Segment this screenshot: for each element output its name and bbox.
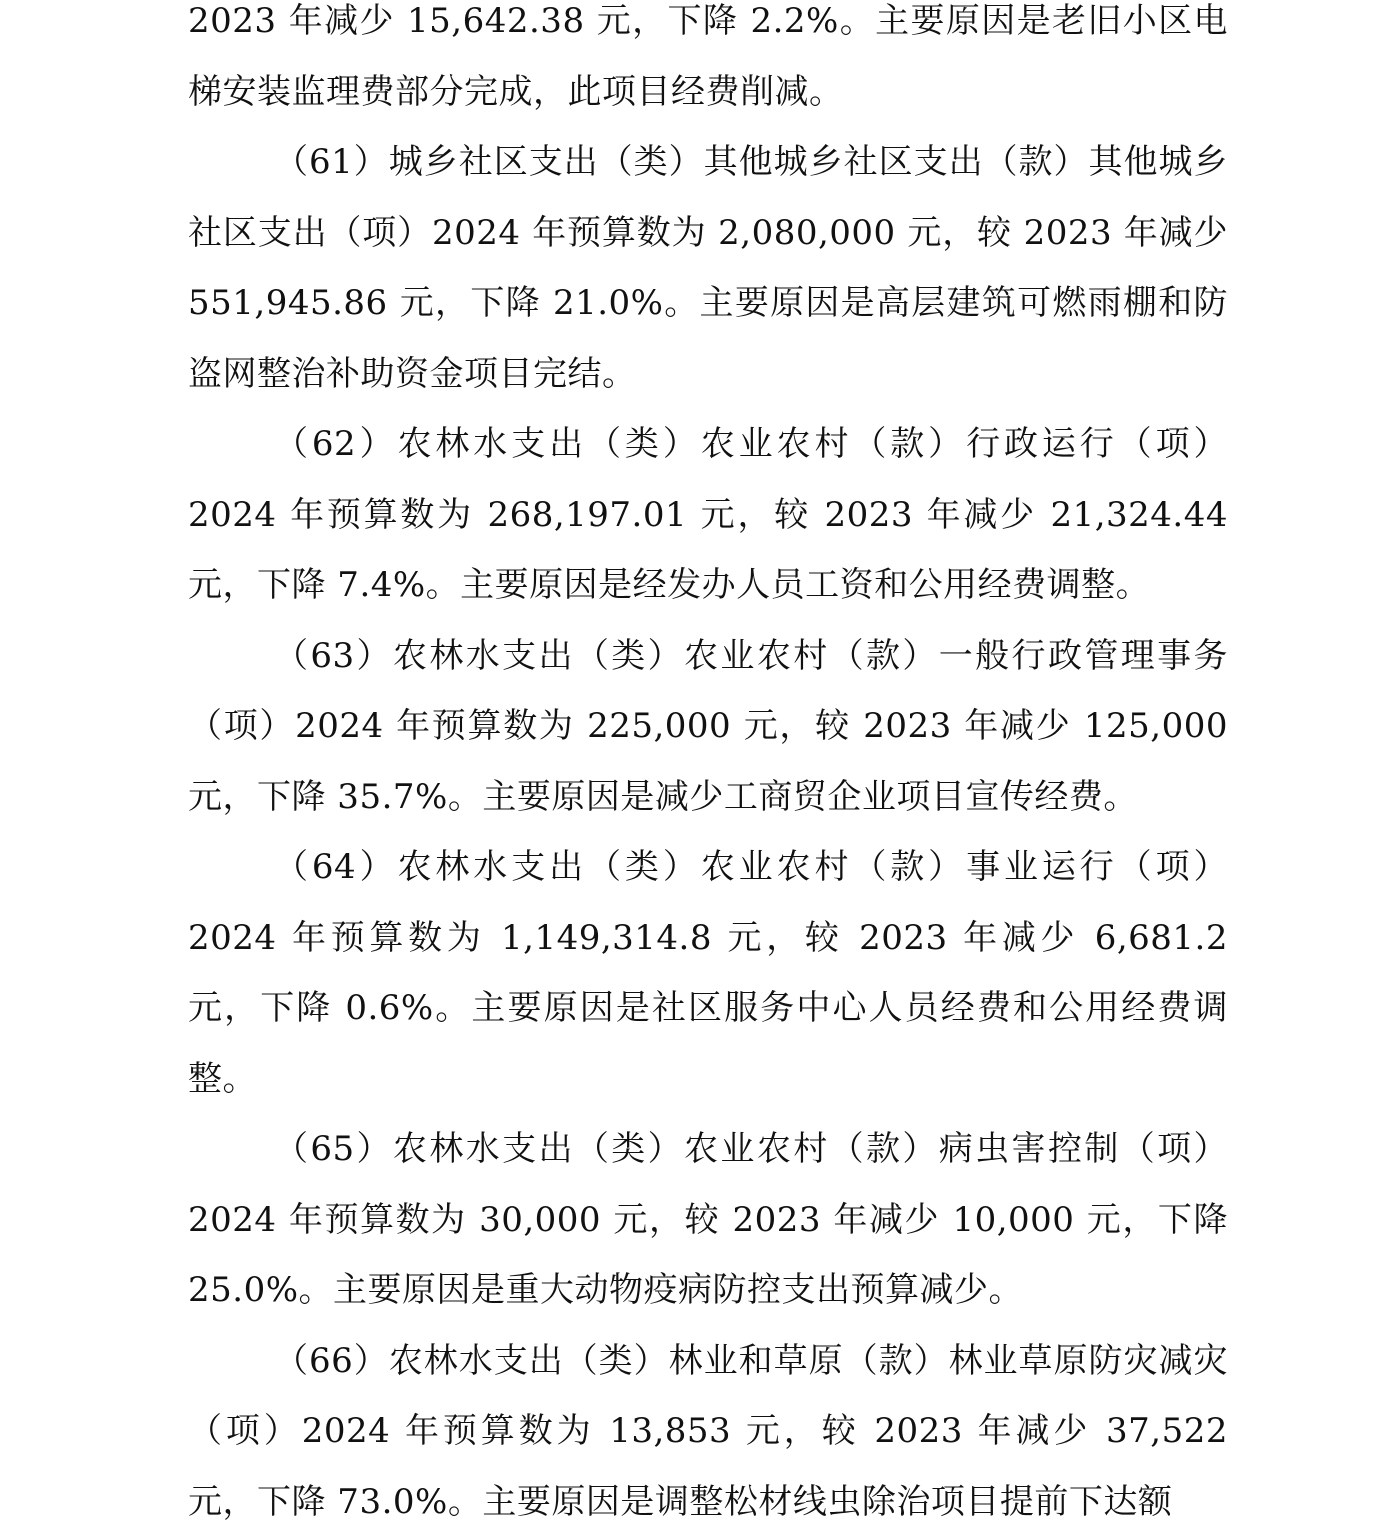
paragraph-60-continued: 2023 年减少 15,642.38 元，下降 2.2%。主要原因是老旧小区电梯安装监理费部分完成，此项目经费削减。: [188, 0, 1228, 127]
document-body: [188, 0, 1228, 1537]
paragraph-64: （64）农林水支出（类）农业农村（款）事业运行（项）2024 年预算数为 1,149,314.8 元，较 2023 年减少 6,681.2 元，下降 0.6%。主要原因是社区服务中心人员经费和公用经费调整。: [188, 832, 1228, 1114]
paragraph-61: （61）城乡社区支出（类）其他城乡社区支出（款）其他城乡社区支出（项）2024 年预算数为 2,080,000 元，较 2023 年减少 551,945.86 元，下降 21.0%。主要原因是高层建筑可燃雨棚和防盗网整治补助资金项目完结。: [188, 127, 1228, 409]
paragraph-62: （62）农林水支出（类）农业农村（款）行政运行（项）2024 年预算数为 268,197.01 元，较 2023 年减少 21,324.44 元，下降 7.4%。主要原因是经发办人员工资和公用经费调整。: [188, 409, 1228, 621]
paragraph-65: （65）农林水支出（类）农业农村（款）病虫害控制（项）2024 年预算数为 30,000 元，较 2023 年减少 10,000 元，下降 25.0%。主要原因是重大动物疫病防控支出预算减少。: [188, 1114, 1228, 1326]
paragraph-63: （63）农林水支出（类）农业农村（款）一般行政管理事务（项）2024 年预算数为 225,000 元，较 2023 年减少 125,000 元，下降 35.7%。主要原因是减少工商贸企业项目宣传经费。: [188, 621, 1228, 833]
paragraph-66: （66）农林水支出（类）林业和草原（款）林业草原防灾减灾（项）2024 年预算数为 13,853 元，较 2023 年减少 37,522 元，下降 73.0%。主要原因是调整松材线虫除治项目提前下达额: [188, 1326, 1228, 1537]
